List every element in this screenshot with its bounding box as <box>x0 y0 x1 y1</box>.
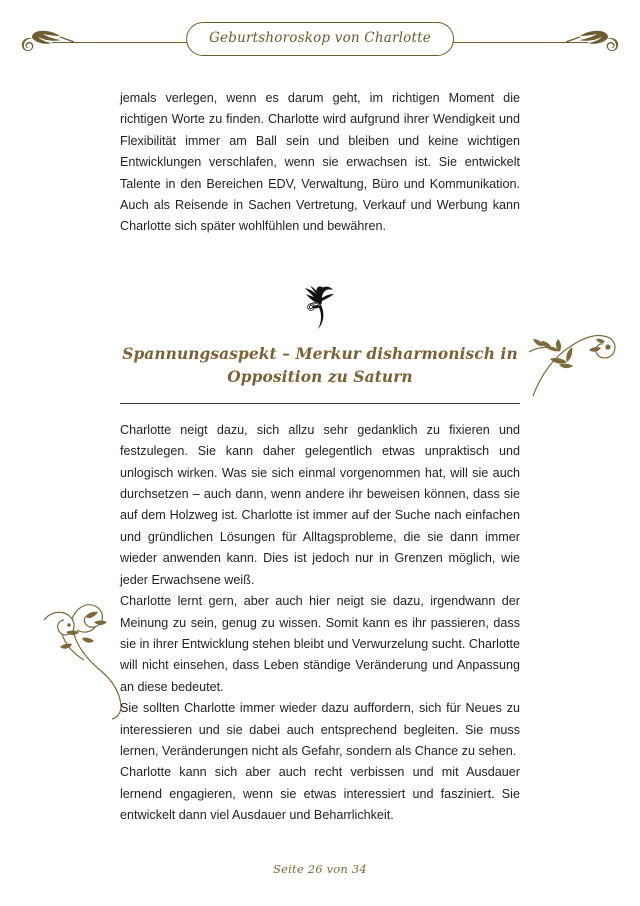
section-heading: Spannungsaspekt – Merkur disharmonisch in Opposition zu Saturn <box>122 344 518 386</box>
document-content <box>120 88 520 827</box>
page-footer <box>0 860 640 878</box>
page-header <box>0 22 640 64</box>
paragraph-3: Sie sollten Charlotte immer wieder dazu auffordern, sich für Neues zu interessieren und sie dabei auch entsprechend begleiten. Sie muss lernen, Veränderungen nicht als Gefahr, sondern als Chance zu sehen. <box>120 701 520 758</box>
paragraph-4: Charlotte kann sich aber auch recht verbissen und mit Ausdauer lernend engagieren, wenn sie etwas interessiert und fasziniert. Sie entwickelt dann viel Ausdauer und Beharrlichkeit. <box>120 765 520 823</box>
page-number-label: Seite 26 von 34 <box>273 862 367 876</box>
section-symbol <box>120 281 520 331</box>
quill-flourish-ornament-right-icon <box>566 26 620 60</box>
paragraph-1: Charlotte neigt dazu, sich allzu sehr gedanklich zu fixieren und festzulegen. Sie kann daher gelegentlich etwas unpraktisch und unlogisch wirken. Was sie sich einmal vorgenommen hat, will sie auch durchsetzen – auch dann, wenn andere ihr beweisen können, dass sie auf dem Holzweg ist. Charlotte ist immer auf der Suche nach einfachen und gründlichen Lösungen für Alltagsprobleme, die sie dann immer wieder anwenden kann. Dies ist jedoch nur in Grenzen möglich, wie jeder Erwachsene weiß. <box>120 422 520 587</box>
page-title: Geburtshoroskop von Charlotte <box>209 30 431 46</box>
dancing-figure-glyph-icon <box>300 281 340 331</box>
paragraph-intro: jemals verlegen, wenn es darum geht, im richtigen Moment die richtigen Worte zu finden. Charlotte wird aufgrund ihrer Wendigkeit und Flexibilität immer am Ball sein und bleiben und keine wichtigen Entwicklungen verschlafen, wenn sie erwachsen ist. Sie entwickelt Talente in den Bereichen EDV, Verwaltung, Büro und Kommunikation. Auch als Reisende in Sachen Vertretung, Verkauf und Werbung kann Charlotte sich später wohlfühlen und bewähren. <box>120 91 520 234</box>
section-divider <box>120 403 520 404</box>
quill-flourish-ornament-left-icon <box>20 26 74 60</box>
floral-vine-ornament-icon <box>527 318 635 414</box>
paragraph-2: Charlotte lernt gern, aber auch hier neigt sie dazu, irgendwann der Meinung zu sein, genug zu wissen. Somit kann es ihr passieren, dass sie in ihrer Entwicklung stehen bleibt und Verwurzelung sucht. Charlotte will nicht einsehen, dass Leben ständige Veränderung und Anpassung an diese bedeutet. <box>120 594 520 694</box>
header-title-box <box>186 22 454 56</box>
